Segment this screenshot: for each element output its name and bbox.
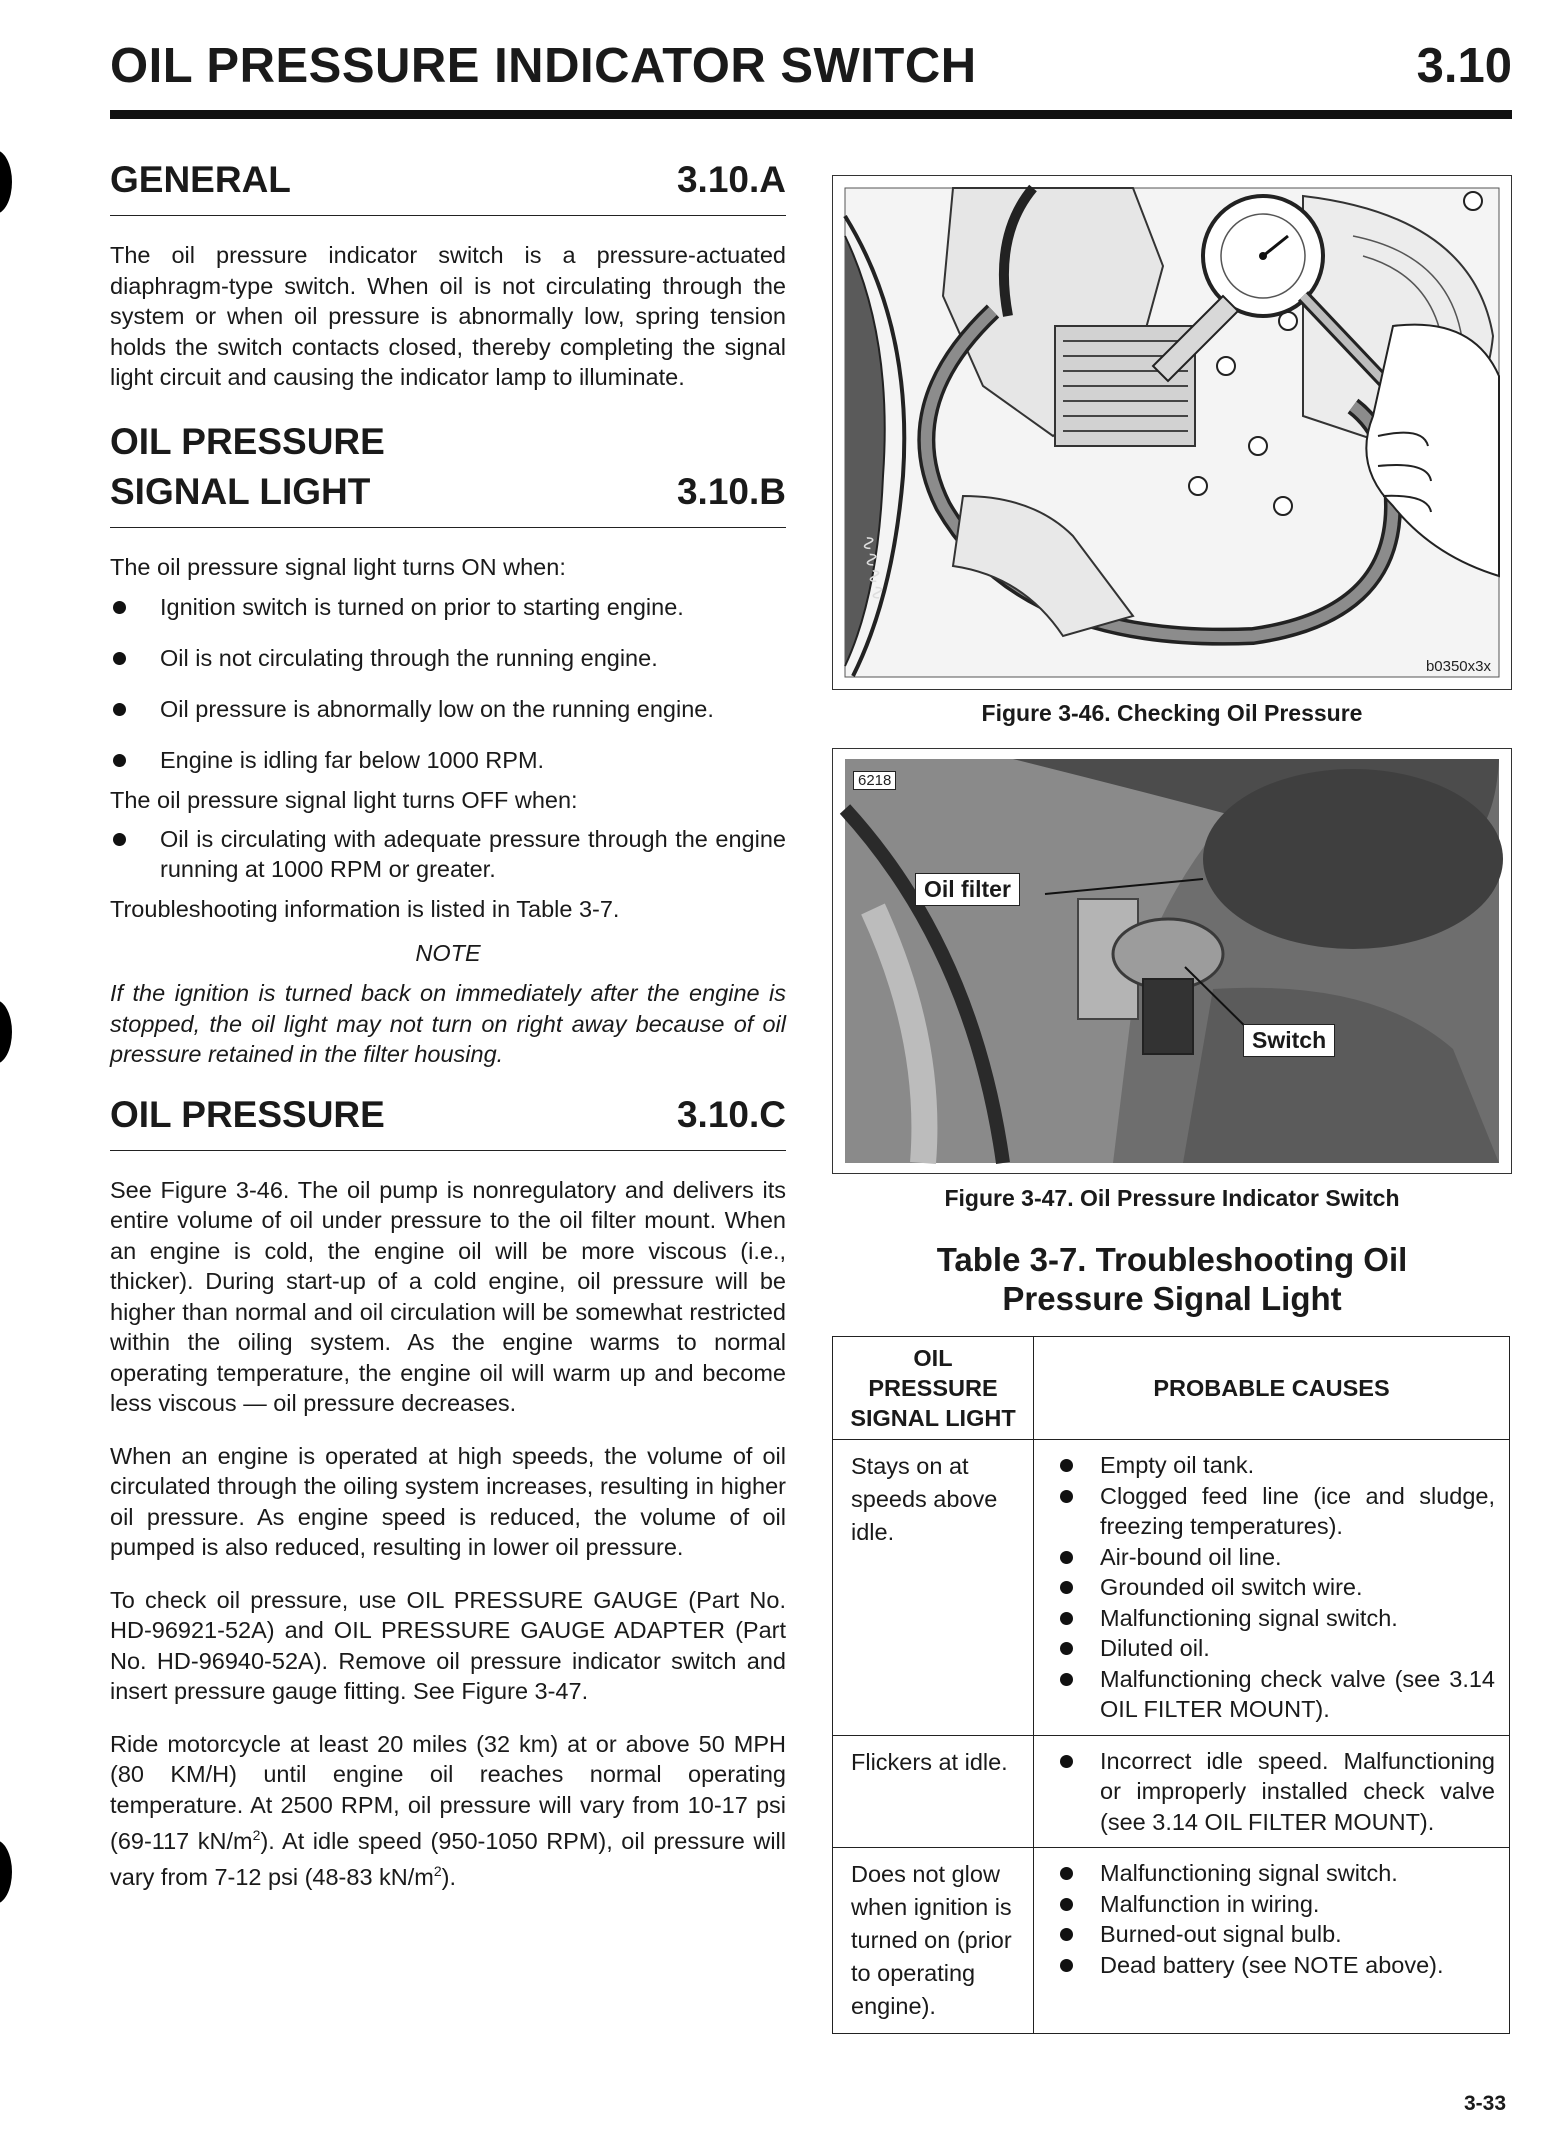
symptom-cell: Stays on at speeds above idle.	[833, 1440, 1034, 1736]
oil-pressure-paragraph: Ride motorcycle at least 20 miles (32 km) at or above 50 MPH (80 KM/H) until engine oil reaches normal operating temperature. At 2500 RPM, oil pressure will vary from 10-17 psi (69-117 $kN/m^2$). At idle speed (950-1050 RPM), oil pressure will vary from 7-12 psi (48-83 $kN/m^2$).	[110, 1730, 786, 1891]
binder-hole	[0, 150, 12, 214]
column-header: OIL PRESSURE SIGNAL LIGHT	[833, 1337, 1034, 1440]
section-number: 3.10.B	[676, 470, 786, 512]
table-header-row	[833, 1337, 1510, 1440]
oil-pressure-paragraph: See Figure 3-46. The oil pump is nonregulatory and delivers its entire volume of oil under pressure to the oil filter mount. When an engine is cold, the engine oil will be more viscous (i.e., thicker). During start-up of a cold engine, oil pressure will be higher than normal and oil circulation will be somewhat restricted within the oiling system. As the engine warms to normal operating temperature, the engine oil will warm up and become less viscous — oil pressure decreases.	[110, 1176, 786, 1416]
left-column	[110, 159, 786, 1893]
list-item: Dead battery (see NOTE above).	[1044, 1950, 1495, 1981]
troubleshooting-reference: Troubleshooting information is listed in Table 3-7.	[110, 895, 620, 922]
list-item: Oil is not circulating through the running engine.	[110, 643, 786, 673]
list-item: Oil pressure is abnormally low on the running engine.	[110, 694, 786, 724]
list-item: Engine is idling far below 1000 RPM.	[110, 745, 786, 775]
list-item: Incorrect idle speed. Malfunctioning or improperly installed check valve (see 3.14 OIL FILTER MOUNT).	[1044, 1746, 1495, 1838]
section-title: OIL PRESSURE SIGNAL LIGHT	[110, 420, 385, 512]
section-number: 3.10.A	[676, 159, 786, 200]
list-item: Malfunctioning signal switch.	[1044, 1858, 1495, 1889]
list-item: Diluted oil.	[1044, 1633, 1495, 1664]
list-item: Malfunction in wiring.	[1044, 1889, 1495, 1920]
list-item: Malfunctioning check valve (see 3.14 OIL FILTER MOUNT).	[1044, 1664, 1495, 1725]
off-intro: The oil pressure signal light turns OFF when:	[110, 787, 578, 813]
list-item: Malfunctioning signal switch.	[1044, 1603, 1495, 1634]
figure-code: 6218	[853, 771, 896, 790]
list-item: Clogged feed line (ice and sludge, freezing temperatures).	[1044, 1481, 1495, 1542]
figure-code: b0350x3x	[1425, 658, 1491, 675]
page-title: OIL PRESSURE INDICATOR SWITCH	[110, 39, 977, 93]
figure-caption: Figure 3-46. Checking Oil Pressure	[981, 700, 1363, 726]
figure-checking-oil-pressure	[832, 175, 1512, 690]
section-number: 3.10.C	[676, 1093, 786, 1135]
binder-hole	[0, 1000, 12, 1064]
engine-gauge-illustration	[833, 176, 1511, 689]
oil-filter-label: Oil filter	[915, 873, 1020, 906]
header-rule	[110, 110, 1512, 119]
on-list	[110, 592, 786, 775]
list-item: Burned-out signal bulb.	[1044, 1919, 1495, 1950]
causes-cell	[1034, 1848, 1510, 2034]
figure-oil-pressure-switch	[832, 748, 1512, 1174]
switch-label: Switch	[1243, 1024, 1335, 1057]
oil-filter-photo	[833, 749, 1511, 1173]
oil-pressure-paragraph: When an engine is operated at high speeds, the volume of oil circulated through the oiling system increases, resulting in higher oil pressure. As engine speed is reduced, the volume of oil pumped is also reduced, resulting in lower oil pressure.	[110, 1442, 786, 1560]
symptom-cell: Flickers at idle.	[833, 1735, 1034, 1848]
table-row	[833, 1848, 1510, 2034]
list-item: Grounded oil switch wire.	[1044, 1572, 1495, 1603]
section-signal-light-heading	[110, 420, 786, 528]
section-title: GENERAL	[110, 159, 291, 200]
list-item: Air-bound oil line.	[1044, 1542, 1495, 1573]
on-intro: The oil pressure signal light turns ON when:	[110, 553, 566, 580]
section-oil-pressure-heading	[110, 1093, 786, 1151]
binder-hole	[0, 1840, 12, 1904]
section-general-heading	[110, 159, 786, 216]
list-item: Empty oil tank.	[1044, 1450, 1495, 1481]
general-paragraph: The oil pressure indicator switch is a pressure-actuated diaphragm-type switch. When oil is not circulating through the system or when oil pressure is abnormally low, spring tension holds the switch contacts closed, thereby completing the signal light circuit and causing the indicator lamp to illuminate.	[110, 242, 786, 390]
note-title: NOTE	[415, 940, 481, 966]
note-text: If the ignition is turned back on immediately after the engine is stopped, the oil light may not turn on right away because of oil pressure retained in the filter housing.	[110, 980, 786, 1067]
oil-pressure-paragraph: To check oil pressure, use OIL PRESSURE GAUGE (Part No. HD-96921-52A) and OIL PRESSURE GAUGE ADAPTER (Part No. HD-96940-52A). Remove oil pressure indicator switch and insert pressure gauge fitting. See Figure 3-47.	[110, 1586, 786, 1704]
causes-cell	[1034, 1735, 1510, 1848]
symptom-cell: Does not glow when ignition is turned on (prior to operating engine).	[833, 1848, 1034, 2034]
figure-caption: Figure 3-47. Oil Pressure Indicator Switch	[944, 1185, 1400, 1211]
column-header: PROBABLE CAUSES	[1034, 1337, 1510, 1440]
off-list	[110, 824, 786, 884]
table-title: Table 3-7. Troubleshooting Oil Pressure Signal Light	[936, 1241, 1408, 1317]
table-row	[833, 1735, 1510, 1848]
list-item: Oil is circulating with adequate pressure through the engine running at 1000 RPM or greater.	[110, 824, 786, 884]
table-row	[833, 1440, 1510, 1736]
page-footer-number: 3-33	[1463, 2092, 1506, 2115]
section-number: 3.10	[1416, 39, 1512, 93]
svg-text:∿∿∿∿: ∿∿∿∿	[856, 533, 890, 603]
troubleshooting-table	[832, 1336, 1510, 2034]
list-item: Ignition switch is turned on prior to starting engine.	[110, 592, 786, 622]
page-header	[110, 38, 1512, 108]
section-title: OIL PRESSURE	[110, 1093, 385, 1135]
causes-cell	[1034, 1440, 1510, 1736]
